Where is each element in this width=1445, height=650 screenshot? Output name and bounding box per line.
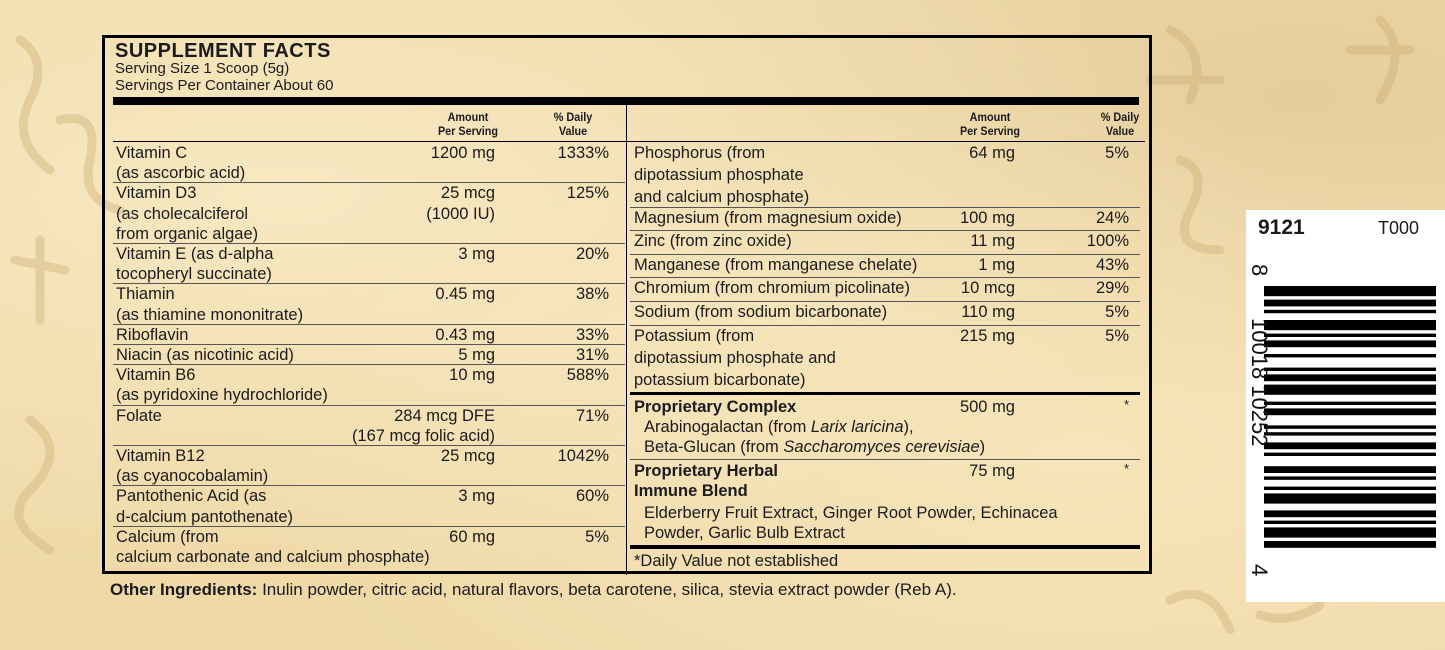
barcode-bar bbox=[1264, 487, 1436, 490]
barcode-bar bbox=[1264, 385, 1436, 395]
nutrient-name: Vitamin D3 bbox=[116, 184, 197, 203]
proprietary-complex-amount: 500 mg bbox=[959, 398, 1015, 416]
nutrient-amount: 3 mg bbox=[458, 487, 495, 506]
nutrient-amount: 25 mcg bbox=[440, 184, 495, 203]
header-underline bbox=[113, 141, 1145, 142]
nutrient-name: Pantothenic Acid (as bbox=[116, 487, 267, 506]
header-bar bbox=[113, 97, 1139, 105]
other-ingredients-label: Other Ingredients: bbox=[110, 580, 258, 599]
barcode-bar bbox=[1264, 374, 1436, 381]
left-amount-header: Amount Per Serving bbox=[437, 110, 499, 138]
nutrient-dv: 31% bbox=[575, 346, 609, 364]
barcode-bar bbox=[1264, 521, 1436, 524]
barcode-bar bbox=[1264, 402, 1436, 405]
nutrient-amount: 1 mg bbox=[978, 255, 1015, 274]
nutrient-name: Niacin (as nicotinic acid) bbox=[116, 346, 294, 364]
nutrient-dv: 1333% bbox=[557, 144, 609, 162]
barcode-digits-middle: 10018 10252 bbox=[1247, 318, 1272, 447]
servings-per-container: Servings Per Container About 60 bbox=[115, 77, 334, 94]
barcode-bar bbox=[1264, 527, 1436, 537]
nutrient-dv: 24% bbox=[1095, 208, 1129, 227]
serving-size: Serving Size 1 Scoop (5g) bbox=[115, 60, 290, 77]
barcode-bar bbox=[1264, 510, 1436, 517]
nutrient-name: tocopheryl succinate) bbox=[116, 265, 272, 284]
nutrient-name: Chromium (from chromium picolinate) bbox=[634, 279, 910, 298]
barcode-bar bbox=[1264, 541, 1436, 548]
nutrient-dv: 60% bbox=[575, 487, 609, 506]
barcode-bar bbox=[1264, 320, 1436, 330]
facts-title: SUPPLEMENT FACTS bbox=[115, 40, 331, 62]
proprietary-complex-line1: Arabinogalactan (from Larix laricina), bbox=[644, 418, 914, 436]
barcode-panel bbox=[1246, 210, 1445, 602]
barcode-bar bbox=[1264, 340, 1436, 347]
column-divider bbox=[626, 105, 627, 575]
nutrient-amount: 1200 mg bbox=[430, 144, 495, 162]
barcode-bar bbox=[1264, 442, 1436, 449]
nutrient-name: dipotassium phosphate and bbox=[634, 348, 836, 367]
barcode bbox=[1246, 250, 1445, 602]
nutrient-dv: 588% bbox=[566, 366, 609, 385]
nutrient-amount: 64 mg bbox=[969, 144, 1015, 162]
right-amount-header: Amount Per Serving bbox=[959, 110, 1021, 138]
nutrient-amount: 11 mg bbox=[970, 232, 1015, 251]
nutrient-name: Phosphorus (from bbox=[634, 144, 766, 162]
nutrient-dv: 100% bbox=[1086, 232, 1129, 251]
nutrient-dv: 125% bbox=[566, 184, 609, 203]
nutrient-amount: 215 mg bbox=[959, 326, 1015, 345]
barcode-bar bbox=[1264, 408, 1436, 415]
item-code: 9121 bbox=[1258, 216, 1305, 239]
proprietary-complex-name: Proprietary Complex bbox=[634, 398, 797, 416]
other-ingredients-text: Inulin powder, citric acid, natural flavors, beta carotene, silica, stevia extract powder (Reb A). bbox=[257, 580, 957, 599]
nutrient-dv: 20% bbox=[575, 245, 609, 263]
nutrient-name: Potassium (from bbox=[634, 326, 755, 345]
herbal-top-rule bbox=[630, 459, 1140, 460]
nutrient-name: (as cholecalciferol bbox=[116, 204, 249, 223]
nutrient-dv: 38% bbox=[575, 285, 609, 304]
nutrient-amount: (167 mcg folic acid) bbox=[351, 426, 495, 445]
nutrient-dv: 5% bbox=[585, 527, 609, 546]
nutrient-dv: 43% bbox=[1095, 255, 1129, 274]
nutrient-amount: (1000 IU) bbox=[426, 204, 495, 223]
nutrient-amount: 5 mg bbox=[458, 346, 495, 364]
barcode-bar bbox=[1264, 432, 1436, 435]
proprietary-complex-line2: Beta-Glucan (from Saccharomyces cerevisiae) bbox=[644, 438, 986, 456]
barcode-bar bbox=[1264, 425, 1436, 428]
nutrient-name: and calcium phosphate) bbox=[634, 188, 810, 206]
nutrient-dv: 1042% bbox=[557, 447, 609, 465]
nutrient-name: Manganese (from manganese chelate) bbox=[634, 255, 918, 274]
proprietary-complex-dv: * bbox=[1123, 397, 1129, 412]
nutrient-name: Magnesium (from magnesium oxide) bbox=[634, 208, 902, 227]
nutrient-amount: 0.43 mg bbox=[435, 325, 495, 344]
nutrient-dv: 5% bbox=[1105, 144, 1129, 162]
nutrient-dv: 5% bbox=[1105, 302, 1129, 321]
complex-top-rule bbox=[630, 392, 1140, 395]
nutrient-name: Vitamin B12 bbox=[116, 447, 205, 465]
nutrient-dv: 33% bbox=[575, 325, 609, 344]
nutrient-amount: 3 mg bbox=[458, 245, 495, 263]
nutrient-name: Riboflavin bbox=[116, 325, 189, 344]
herbal-blend-ingredients-2: Powder, Garlic Bulb Extract bbox=[644, 524, 845, 542]
nutrient-dv: 5% bbox=[1105, 326, 1129, 345]
barcode-digit-first: 8 bbox=[1247, 264, 1272, 277]
nutrient-amount: 110 mg bbox=[961, 302, 1015, 321]
barcode-bar bbox=[1264, 476, 1436, 479]
nutrient-name: Folate bbox=[116, 406, 162, 425]
lot-code: T000 bbox=[1378, 218, 1420, 238]
barcode-bar bbox=[1264, 300, 1436, 307]
barcode-bar bbox=[1264, 286, 1436, 296]
other-ingredients bbox=[110, 580, 957, 600]
nutrient-name: Calcium (from bbox=[116, 527, 219, 546]
left-dv-header: % Daily Value bbox=[553, 110, 593, 138]
footnote-top-rule bbox=[630, 545, 1140, 549]
nutrient-name: Vitamin B6 bbox=[116, 366, 196, 385]
nutrient-name: Thiamin bbox=[116, 285, 175, 304]
herbal-blend-name-2: Immune Blend bbox=[634, 482, 748, 500]
nutrient-name: (as thiamine mononitrate) bbox=[116, 305, 304, 324]
barcode-bar bbox=[1264, 453, 1436, 456]
nutrient-name: Sodium (from sodium bicarbonate) bbox=[634, 302, 888, 321]
nutrient-amount: 0.45 mg bbox=[435, 285, 495, 304]
herbal-blend-ingredients-1: Elderberry Fruit Extract, Ginger Root Powder, Echinacea bbox=[644, 504, 1058, 522]
nutrient-name: Vitamin E (as d-alpha bbox=[116, 245, 274, 263]
nutrient-name: Zinc (from zinc oxide) bbox=[634, 232, 792, 251]
herbal-blend-dv: * bbox=[1123, 461, 1129, 476]
nutrient-name: calcium carbonate and calcium phosphate) bbox=[116, 548, 430, 566]
nutrient-dv: 71% bbox=[575, 406, 609, 425]
nutrient-name: d-calcium pantothenate) bbox=[116, 507, 294, 526]
nutrient-name: (as pyridoxine hydrochloride) bbox=[116, 386, 328, 405]
barcode-bar bbox=[1264, 493, 1436, 503]
nutrient-name: (as ascorbic acid) bbox=[116, 164, 246, 183]
nutrient-name: dipotassium phosphate bbox=[634, 166, 804, 184]
nutrient-name: (as cyanocobalamin) bbox=[116, 467, 269, 486]
barcode-digit-last: 4 bbox=[1247, 564, 1272, 577]
nutrient-name: potassium bicarbonate) bbox=[634, 370, 806, 389]
barcode-bar bbox=[1264, 368, 1436, 371]
nutrient-amount: 10 mg bbox=[449, 366, 495, 385]
herbal-blend-name-1: Proprietary Herbal bbox=[634, 462, 778, 480]
nutrient-name: from organic algae) bbox=[116, 224, 259, 243]
daily-value-footnote: *Daily Value not established bbox=[634, 552, 839, 570]
nutrient-amount: 10 mcg bbox=[960, 279, 1015, 298]
supplement-facts-panel bbox=[102, 35, 1152, 574]
nutrient-amount: 25 mcg bbox=[440, 447, 495, 465]
nutrient-amount: 100 mg bbox=[959, 208, 1015, 227]
right-dv-header: % Daily Value bbox=[1100, 110, 1140, 138]
barcode-bar bbox=[1264, 354, 1436, 357]
nutrient-name: Vitamin C bbox=[116, 144, 188, 162]
nutrient-amount: 60 mg bbox=[449, 527, 495, 546]
barcode-bar bbox=[1264, 466, 1436, 473]
nutrient-dv: 29% bbox=[1095, 279, 1129, 298]
herbal-blend-amount: 75 mg bbox=[969, 462, 1015, 480]
nutrient-amount: 284 mcg DFE bbox=[394, 406, 495, 425]
barcode-bar bbox=[1264, 310, 1436, 313]
barcode-bar bbox=[1264, 334, 1436, 337]
